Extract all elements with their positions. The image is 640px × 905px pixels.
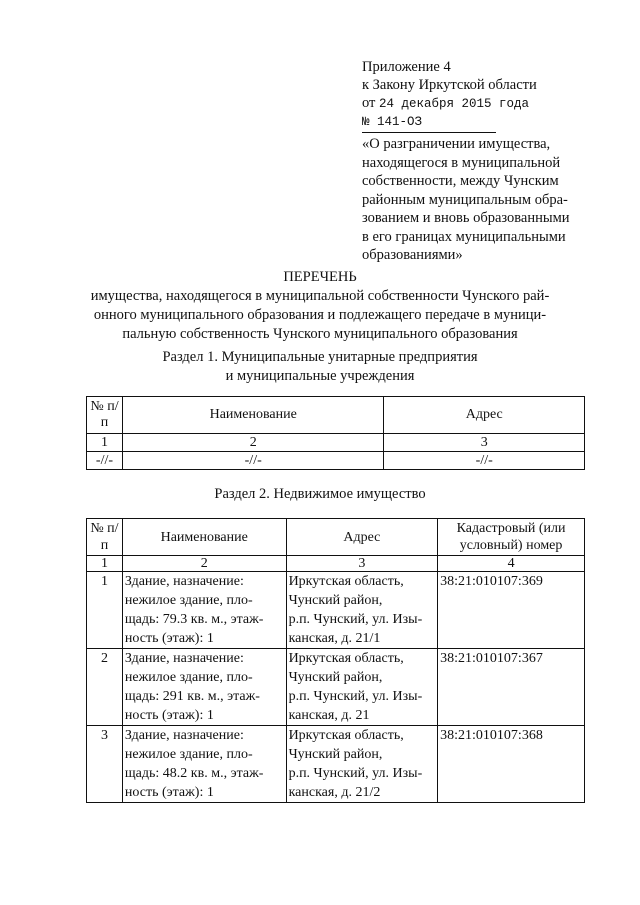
property-address-line: р.п. Чунский, ул. Изы- bbox=[288, 766, 423, 781]
appendix-date-line bbox=[362, 94, 612, 113]
table-cell: 4 bbox=[438, 556, 585, 572]
property-address-line: Чунский район, bbox=[288, 593, 383, 608]
property-name bbox=[122, 649, 286, 726]
section1-title-line: и муниципальные учреждения bbox=[225, 368, 415, 384]
row-number: 2 bbox=[87, 649, 123, 726]
section1-title-line: Раздел 1. Муниципальные унитарные предприятия bbox=[162, 349, 478, 365]
property-name-line: щадь: 79.3 кв. м., этаж- bbox=[124, 612, 264, 627]
row-number: 3 bbox=[87, 726, 123, 803]
header-cell-address: Адрес bbox=[384, 397, 585, 434]
table-cell: 2 bbox=[122, 556, 286, 572]
appendix-line2: к Закону Иркутской области bbox=[362, 77, 537, 93]
table-row bbox=[87, 649, 585, 726]
property-name-line: щадь: 291 кв. м., этаж- bbox=[124, 689, 260, 704]
cadastral-number: 38:21:010107:369 bbox=[438, 572, 585, 649]
law-title-line: образованиями» bbox=[362, 247, 463, 263]
property-name-line: нежилое здание, пло- bbox=[124, 747, 253, 762]
header-cell-number: № п/п bbox=[87, 519, 123, 556]
section2-title: Раздел 2. Недвижимое имущество bbox=[214, 486, 426, 502]
property-address-line: р.п. Чунский, ул. Изы- bbox=[288, 689, 423, 704]
cadastral-number: 38:21:010107:367 bbox=[438, 649, 585, 726]
table-row bbox=[87, 452, 585, 470]
property-address-line: канская, д. 21/1 bbox=[288, 631, 381, 646]
law-title-line: собственности, между Чунским bbox=[362, 173, 559, 189]
law-title-line: зованием и вновь образованными bbox=[362, 210, 570, 226]
property-address-line: канская, д. 21/2 bbox=[288, 785, 381, 800]
property-name bbox=[122, 726, 286, 803]
row-number: 1 bbox=[87, 572, 123, 649]
table-cell: 3 bbox=[286, 556, 438, 572]
appendix-line1: Приложение 4 bbox=[362, 59, 451, 75]
property-address-line: Иркутская область, bbox=[288, 574, 404, 589]
property-name-line: ность (этаж): 1 bbox=[124, 631, 214, 646]
subtitle-line: имущества, находящегося в муниципальной собственности Чунского рай- bbox=[90, 288, 550, 304]
property-address bbox=[286, 572, 438, 649]
property-address-line: Чунский район, bbox=[288, 747, 383, 762]
property-name-line: нежилое здание, пло- bbox=[124, 670, 253, 685]
table-row bbox=[87, 726, 585, 803]
table-cell: 1 bbox=[87, 434, 123, 452]
table-cell: 3 bbox=[384, 434, 585, 452]
subtitle-line: пальную собственность Чунского муниципального образования bbox=[122, 326, 518, 342]
header-cell-number: № п/п bbox=[87, 397, 123, 434]
property-address-line: р.п. Чунский, ул. Изы- bbox=[288, 612, 423, 627]
table-cell: -//- bbox=[384, 452, 585, 470]
table-row bbox=[87, 572, 585, 649]
law-number: № 141-ОЗ bbox=[362, 115, 423, 129]
property-name bbox=[122, 572, 286, 649]
table-cell: -//- bbox=[87, 452, 123, 470]
date-prefix: от bbox=[362, 95, 376, 111]
document-heading bbox=[0, 268, 640, 344]
law-title-line: в его границах муниципальными bbox=[362, 228, 566, 245]
section1-title bbox=[0, 348, 640, 386]
table-cell: 1 bbox=[87, 556, 123, 572]
separator-line bbox=[362, 132, 496, 133]
table-number-row bbox=[87, 434, 585, 452]
law-date: 24 декабря 2015 года bbox=[379, 97, 530, 111]
property-address-line: Чунский район, bbox=[288, 670, 383, 685]
header-cell-name: Наименование bbox=[122, 519, 286, 556]
header-cell-name: Наименование bbox=[122, 397, 384, 434]
property-name-line: Здание, назначение: bbox=[124, 728, 244, 743]
property-name-line: Здание, назначение: bbox=[124, 574, 244, 589]
law-title-line: «О разграничении имущества, bbox=[362, 136, 551, 152]
header-cell-address: Адрес bbox=[286, 519, 438, 556]
property-name-line: нежилое здание, пло- bbox=[124, 593, 253, 608]
document-title: ПЕРЕЧЕНЬ bbox=[283, 269, 357, 285]
section1-table bbox=[86, 396, 585, 470]
table-header-row bbox=[87, 397, 585, 434]
table-cell: 2 bbox=[122, 434, 384, 452]
property-name-line: Здание, назначение: bbox=[124, 651, 244, 666]
section2-table bbox=[86, 518, 585, 803]
table-number-row bbox=[87, 556, 585, 572]
property-name-line: щадь: 48.2 кв. м., этаж- bbox=[124, 766, 264, 781]
appendix-block bbox=[362, 58, 612, 265]
table-cell: -//- bbox=[122, 452, 384, 470]
table-header-row bbox=[87, 519, 585, 556]
subtitle-line: онного муниципального образования и подлежащего передаче в муници- bbox=[93, 307, 547, 323]
property-address-line: Иркутская область, bbox=[288, 651, 404, 666]
law-title bbox=[362, 135, 612, 265]
property-address-line: канская, д. 21 bbox=[288, 708, 370, 723]
law-title-line: находящегося в муниципальной bbox=[362, 154, 561, 171]
cadastral-number: 38:21:010107:368 bbox=[438, 726, 585, 803]
property-name-line: ность (этаж): 1 bbox=[124, 708, 214, 723]
document-subtitle bbox=[80, 287, 560, 344]
property-address bbox=[286, 726, 438, 803]
law-title-line: районным муниципальным обра- bbox=[362, 191, 568, 208]
property-address-line: Иркутская область, bbox=[288, 728, 404, 743]
property-name-line: ность (этаж): 1 bbox=[124, 785, 214, 800]
header-cell-cadastral: Кадастровый (или условный) номер bbox=[438, 519, 585, 556]
property-address bbox=[286, 649, 438, 726]
